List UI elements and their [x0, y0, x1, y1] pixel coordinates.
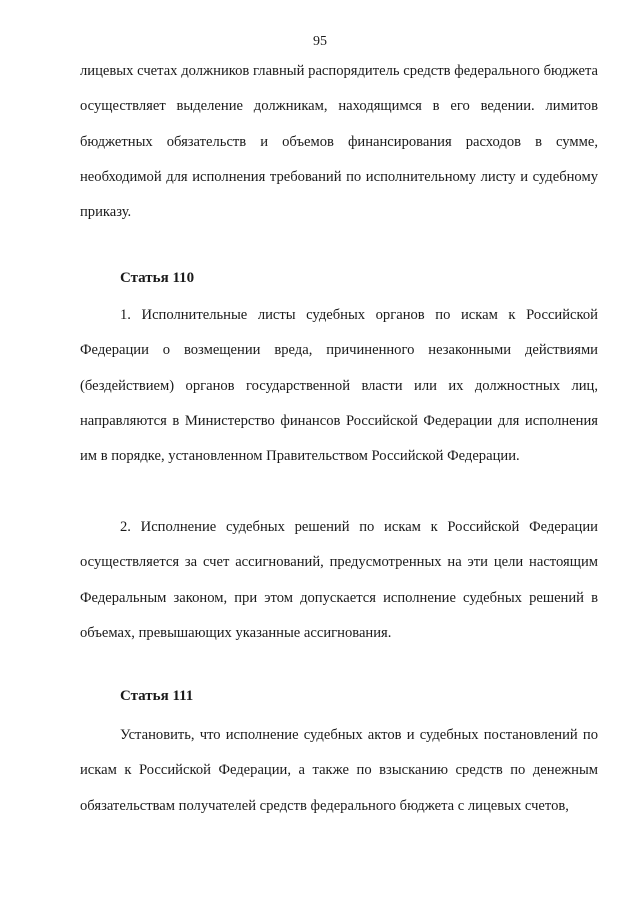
article-111-heading: Статья 111	[120, 688, 194, 704]
article-110-clause-1: 1. Исполнительные листы судебных органов по искам к Российской Федерации о возмещении вреда, причиненного незаконными действиями (бездействием) органов государственной власти или их должностных лиц, направляются в Министерство финансов Российской Федерации для исполнения им в порядке, установленном Правительством Российской Федерации.	[80, 307, 598, 465]
paragraph-intro: лицевых счетах должников главный распорядитель средств федерального бюджета осуществляет выделение должникам, находящимся в его ведении. лимитов бюджетных обязательств и объемов финансирования расходов в сумме, необходимой для исполнения требований по исполнительному листу и судебному приказу.	[80, 63, 598, 221]
article-110-heading: Статья 110	[120, 270, 195, 286]
page-number: 95	[313, 34, 327, 49]
article-110-clause-2: 2. Исполнение судебных решений по искам к Российской Федерации осуществляется за счет ассигнований, предусмотренных на эти цели настоящим Федеральным законом, при этом допускается исполнение судебных решений в объемах, превышающих указанные ассигнования.	[80, 519, 598, 641]
article-111-clause-1: Установить, что исполнение судебных актов и судебных постановлений по искам к Российской Федерации, а также по взысканию средств по денежным обязательствам получателей средств федерального бюджета с лицевых счетов,	[80, 727, 598, 814]
